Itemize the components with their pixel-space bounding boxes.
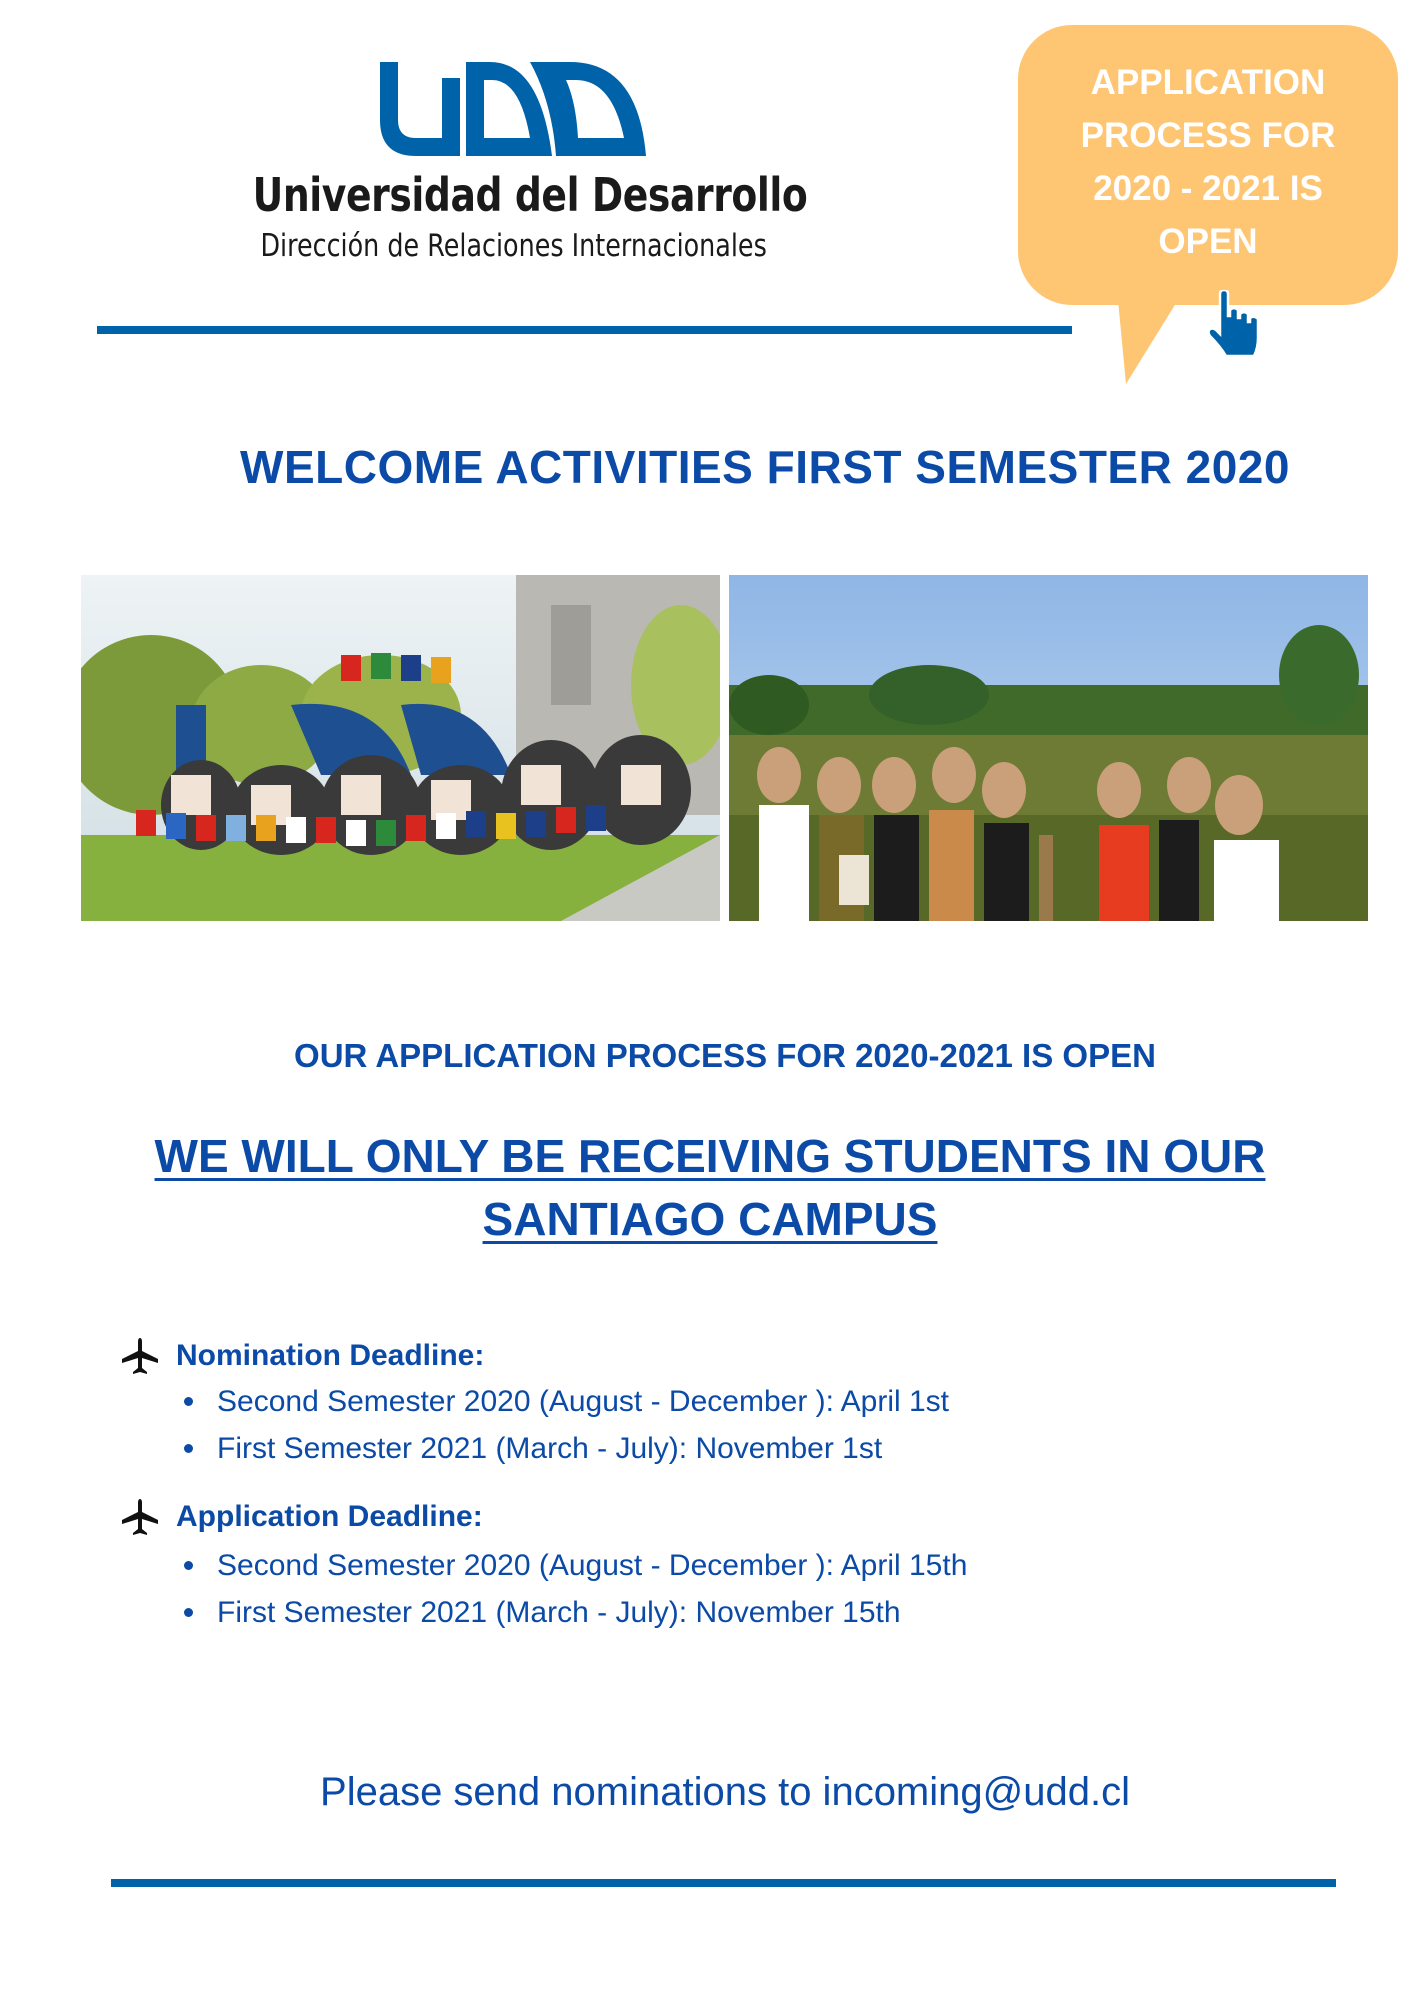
deadline-text: Second Semester 2020 (August - December ): April 15th [217, 1549, 968, 1582]
deadline-text: Second Semester 2020 (August - December ): April 1st [217, 1385, 950, 1418]
notice-line-1: WE WILL ONLY BE RECEIVING STUDENTS IN OUR [154, 1130, 1266, 1182]
nomination-deadline-list [184, 1378, 949, 1472]
nomination-deadline-label: Nomination Deadline: [176, 1339, 485, 1372]
list-item [184, 1542, 967, 1589]
bullet-icon [184, 1561, 193, 1570]
airplane-icon [120, 1497, 160, 1537]
application-deadline-label: Application Deadline: [176, 1500, 483, 1533]
page-title: WELCOME ACTIVITIES FIRST SEMESTER 2020 [240, 441, 1290, 493]
list-item [184, 1378, 949, 1425]
application-deadline-list [184, 1542, 967, 1636]
bottom-divider [111, 1879, 1336, 1887]
deadline-text: First Semester 2021 (March - July): November 15th [217, 1596, 901, 1629]
deadline-text: First Semester 2021 (March - July): November 1st [217, 1432, 883, 1465]
santiago-campus-notice [80, 1125, 1340, 1251]
application-open-heading: OUR APPLICATION PROCESS FOR 2020-2021 IS OPEN [294, 1037, 1156, 1074]
bullet-icon [184, 1444, 193, 1453]
notice-line-2: SANTIAGO CAMPUS [482, 1193, 938, 1245]
list-item [184, 1589, 967, 1636]
welcome-photo-vineyard [729, 575, 1368, 921]
department-name: Dirección de Relaciones Internacionales [260, 228, 767, 264]
list-item [184, 1425, 949, 1472]
bullet-icon [184, 1397, 193, 1406]
callout-bubble-tail [1118, 300, 1178, 384]
pointing-hand-icon[interactable] [1206, 290, 1262, 360]
callout-text: APPLICATION PROCESS FOR 2020 - 2021 IS OPEN [1080, 63, 1336, 261]
airplane-icon [120, 1336, 160, 1376]
bullet-icon [184, 1608, 193, 1617]
nomination-deadline-heading [120, 1336, 484, 1376]
university-name: Universidad del Desarrollo [252, 168, 808, 222]
welcome-photo-campus [81, 575, 720, 921]
udd-logo-icon [380, 62, 646, 156]
application-deadline-heading [120, 1497, 483, 1537]
contact-email-text[interactable]: Please send nominations to incoming@udd.cl [320, 1770, 1130, 1814]
top-divider [97, 326, 1072, 334]
udd-logo-mark [380, 62, 646, 156]
